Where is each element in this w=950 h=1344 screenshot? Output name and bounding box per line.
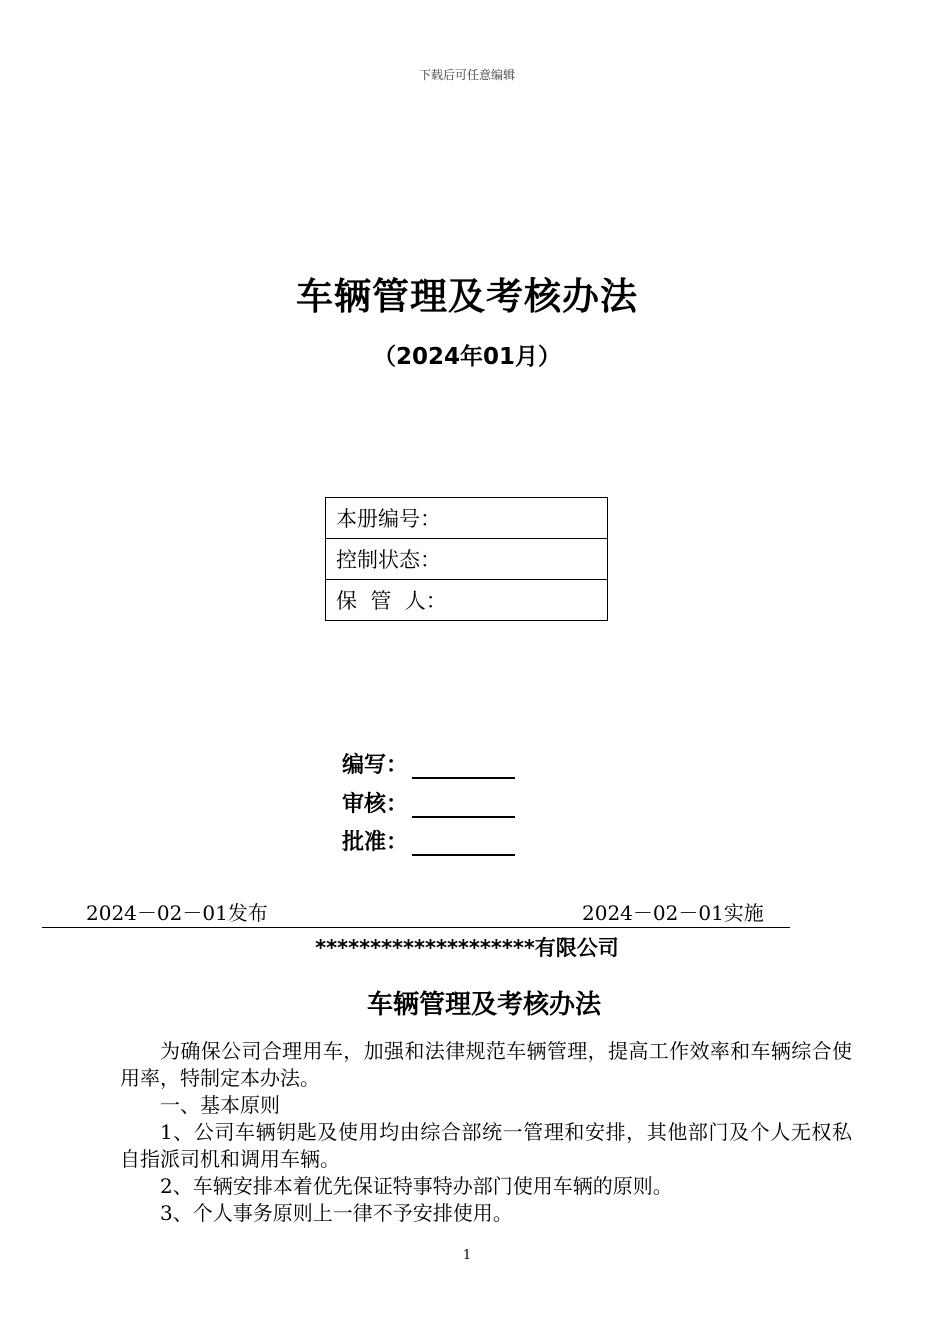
signoff-label: 批准：: [342, 830, 409, 855]
signoff-reviewer: [342, 787, 515, 818]
header-note: 下载后可任意编辑: [418, 68, 515, 82]
control-row-status: [326, 539, 608, 580]
control-cell: 本册编号：: [326, 498, 608, 539]
cover-title: 车辆管理及考核办法: [296, 275, 638, 318]
control-row-book-number: [326, 498, 608, 539]
control-table: [325, 497, 608, 621]
page-number: 1: [462, 1248, 472, 1263]
divider-line: [42, 927, 790, 928]
signoff-label: 审核：: [342, 792, 409, 817]
document-title: 车辆管理及考核办法: [366, 990, 601, 1020]
paragraph: 3、个人事务原则上一律不予安排使用。: [160, 1201, 513, 1225]
publish-date: 2024－02－01发布: [86, 901, 268, 925]
section-heading: 一、基本原则: [160, 1093, 280, 1117]
signoff-writer: [342, 748, 515, 779]
paragraph: 为确保公司合理用车，加强和法律规范车辆管理，提高工作效率和车辆综合使用率，特制定本办法。: [120, 1039, 852, 1090]
control-row-keeper: [326, 580, 608, 621]
signoff-label: 编写：: [342, 753, 409, 778]
paragraph: 1、公司车辆钥匙及使用均由综合部统一管理和安排，其他部门及个人无权私自指派司机和调用车辆。: [120, 1120, 852, 1171]
company-name: ********************有限公司: [315, 936, 619, 960]
signoff-approver: [342, 825, 515, 856]
cover-subtitle: （2024年01月）: [372, 344, 562, 370]
control-cell: 控制状态：: [326, 539, 608, 580]
signoff-blank-line: [412, 832, 515, 856]
document-body: [120, 1038, 852, 1227]
paragraph: 2、车辆安排本着优先保证特事特办部门使用车辆的原则。: [160, 1174, 673, 1198]
signoff-blank-line: [412, 794, 515, 818]
control-cell: 保 管 人：: [326, 580, 608, 621]
signoff-blank-line: [412, 755, 515, 779]
implement-date: 2024－02－01实施: [582, 901, 764, 925]
